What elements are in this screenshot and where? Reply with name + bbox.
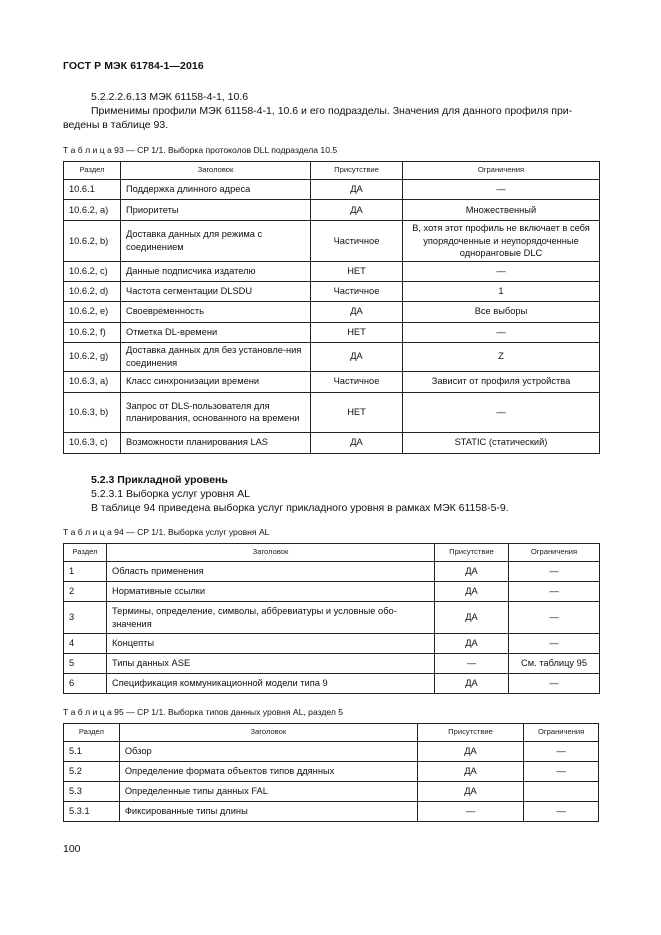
- cell-limits: —: [403, 180, 600, 200]
- cell-title: Доставка данных для режима с соединением: [121, 221, 311, 262]
- cell-section: 2: [64, 582, 107, 602]
- col-header-section: Раздел: [64, 724, 120, 742]
- cell-limits: —: [524, 762, 599, 782]
- cell-limits: 1: [403, 281, 600, 301]
- col-header-section: Раздел: [64, 162, 121, 180]
- cell-presence: ДА: [311, 200, 403, 221]
- col-header-title: Заголовок: [107, 544, 435, 562]
- subsection-heading: 5.2.3.1 Выборка услуг уровня AL: [91, 488, 250, 500]
- table-93: [63, 161, 600, 454]
- cell-title: Своевременность: [121, 301, 311, 322]
- table-row: [64, 301, 600, 322]
- cell-presence: ДА: [435, 634, 509, 654]
- cell-limits: —: [403, 392, 600, 432]
- cell-presence: ДА: [435, 602, 509, 634]
- cell-title: Приоритеты: [121, 200, 311, 221]
- cell-section: 10.6.2, c): [64, 261, 121, 281]
- table-95: [63, 723, 599, 822]
- cell-section: 5.2: [64, 762, 120, 782]
- cell-presence: НЕТ: [311, 322, 403, 342]
- col-header-limits: Ограничения: [524, 724, 599, 742]
- cell-presence: ДА: [311, 180, 403, 200]
- cell-title: Класс синхронизации времени: [121, 371, 311, 392]
- cell-limits: —: [509, 674, 600, 694]
- cell-title: Данные подписчика издателю: [121, 261, 311, 281]
- cell-section: 10.6.3, b): [64, 392, 121, 432]
- intro-line-2: ведены в таблице 93.: [63, 119, 169, 131]
- table-row: [64, 634, 600, 654]
- table-row: [64, 562, 600, 582]
- table-row: [64, 582, 600, 602]
- table94-caption: Т а б л и ц а 94 — CP 1/1. Выборка услуг уровня AL: [63, 527, 270, 537]
- table-94: [63, 543, 600, 694]
- cell-limits: Все выборы: [403, 301, 600, 322]
- cell-presence: ДА: [417, 782, 523, 802]
- table-row: [64, 180, 600, 200]
- cell-presence: ДА: [311, 301, 403, 322]
- cell-section: 5.1: [64, 742, 120, 762]
- table-row: [64, 281, 600, 301]
- cell-title: Нормативные ссылки: [107, 582, 435, 602]
- cell-section: 4: [64, 634, 107, 654]
- col-header-limits: Ограничения: [509, 544, 600, 562]
- cell-title: Доставка данных для без установле-ния соединения: [121, 342, 311, 371]
- intro-line-1: Применимы профили МЭК 61158-4-1, 10.6 и его подразделы. Значения для данного профиля при-: [91, 105, 573, 117]
- cell-presence: НЕТ: [311, 261, 403, 281]
- cell-limits: —: [509, 634, 600, 654]
- cell-limits: —: [524, 742, 599, 762]
- table-row: [64, 802, 599, 822]
- cell-presence: ДА: [311, 432, 403, 453]
- cell-presence: ДА: [417, 762, 523, 782]
- cell-title: Запрос от DLS-пользователя для планирования, основанного на времени: [121, 392, 311, 432]
- cell-section: 5.3: [64, 782, 120, 802]
- cell-title: Термины, определение, символы, аббревиатуры и условные обо-значения: [107, 602, 435, 634]
- col-header-title: Заголовок: [119, 724, 417, 742]
- cell-title: Определенные типы данных FAL: [119, 782, 417, 802]
- cell-limits: Множественный: [403, 200, 600, 221]
- cell-section: 10.6.2, b): [64, 221, 121, 262]
- cell-limits: —: [403, 322, 600, 342]
- cell-title: Фиксированные типы длины: [119, 802, 417, 822]
- cell-section: 3: [64, 602, 107, 634]
- cell-section: 10.6.2, f): [64, 322, 121, 342]
- page-number: 100: [63, 843, 81, 855]
- col-header-limits: Ограничения: [403, 162, 600, 180]
- col-header-presence: Присутствие: [417, 724, 523, 742]
- cell-limits: —: [509, 562, 600, 582]
- table-row: [64, 742, 599, 762]
- cell-section: 10.6.1: [64, 180, 121, 200]
- cell-title: Поддержка длинного адреса: [121, 180, 311, 200]
- cell-section: 1: [64, 562, 107, 582]
- table-row: [64, 602, 600, 634]
- cell-section: 10.6.2, d): [64, 281, 121, 301]
- cell-limits: В, хотя этот профиль не включает в себя упорядоченные и неупорядоченные одноранговые DLC: [403, 221, 600, 262]
- cell-title: Определение формата объектов типов ддянных: [119, 762, 417, 782]
- cell-presence: ДА: [311, 342, 403, 371]
- cell-limits: —: [509, 582, 600, 602]
- table-row: [64, 200, 600, 221]
- cell-section: 5: [64, 654, 107, 674]
- cell-presence: НЕТ: [311, 392, 403, 432]
- cell-title: Спецификация коммуникационной модели типа 9: [107, 674, 435, 694]
- table-row: [64, 261, 600, 281]
- cell-limits: Зависит от профиля устройства: [403, 371, 600, 392]
- cell-presence: ДА: [417, 742, 523, 762]
- table-row: [64, 762, 599, 782]
- table-row: [64, 782, 599, 802]
- table-row: [64, 371, 600, 392]
- cell-limits: Z: [403, 342, 600, 371]
- cell-limits: —: [509, 602, 600, 634]
- col-header-presence: Присутствие: [311, 162, 403, 180]
- cell-presence: Частичное: [311, 221, 403, 262]
- cell-section: 10.6.2, g): [64, 342, 121, 371]
- cell-presence: Частичное: [311, 281, 403, 301]
- cell-section: 5.3.1: [64, 802, 120, 822]
- table-row: [64, 342, 600, 371]
- col-header-title: Заголовок: [121, 162, 311, 180]
- cell-limits: [524, 782, 599, 802]
- cell-presence: —: [417, 802, 523, 822]
- cell-title: Концепты: [107, 634, 435, 654]
- table95-caption: Т а б л и ц а 95 — CP 1/1. Выборка типов данных уровня AL, раздел 5: [63, 707, 344, 717]
- cell-section: 10.6.3, c): [64, 432, 121, 453]
- table-row: [64, 322, 600, 342]
- cell-title: Типы данных ASE: [107, 654, 435, 674]
- section-heading: 5.2.3 Прикладной уровень: [91, 474, 228, 486]
- table-row: [64, 654, 600, 674]
- table-row: [64, 221, 600, 262]
- cell-section: 10.6.2, a): [64, 200, 121, 221]
- cell-limits: STATIC (статический): [403, 432, 600, 453]
- table-row: [64, 392, 600, 432]
- cell-presence: ДА: [435, 674, 509, 694]
- table93-caption: Т а б л и ц а 93 — CP 1/1. Выборка протоколов DLL подраздела 10.5: [63, 145, 338, 155]
- cell-presence: ДА: [435, 562, 509, 582]
- cell-limits: —: [403, 261, 600, 281]
- cell-presence: —: [435, 654, 509, 674]
- col-header-section: Раздел: [64, 544, 107, 562]
- cell-section: 10.6.2, e): [64, 301, 121, 322]
- col-header-presence: Присутствие: [435, 544, 509, 562]
- cell-limits: —: [524, 802, 599, 822]
- cell-limits: См. таблицу 95: [509, 654, 600, 674]
- cell-title: Отметка DL-времени: [121, 322, 311, 342]
- cell-presence: Частичное: [311, 371, 403, 392]
- section-text: В таблице 94 приведена выборка услуг прикладного уровня в рамках МЭК 61158-5-9.: [91, 502, 509, 514]
- clause-number: 5.2.2.2.6.13 МЭК 61158-4-1, 10.6: [91, 91, 249, 103]
- cell-presence: ДА: [435, 582, 509, 602]
- cell-section: 6: [64, 674, 107, 694]
- table-row: [64, 432, 600, 453]
- cell-title: Область применения: [107, 562, 435, 582]
- cell-title: Возможности планирования LAS: [121, 432, 311, 453]
- table-row: [64, 674, 600, 694]
- cell-title: Обзор: [119, 742, 417, 762]
- cell-section: 10.6.3, a): [64, 371, 121, 392]
- document-header: ГОСТ Р МЭК 61784-1—2016: [63, 60, 204, 72]
- cell-title: Частота сегментации DLSDU: [121, 281, 311, 301]
